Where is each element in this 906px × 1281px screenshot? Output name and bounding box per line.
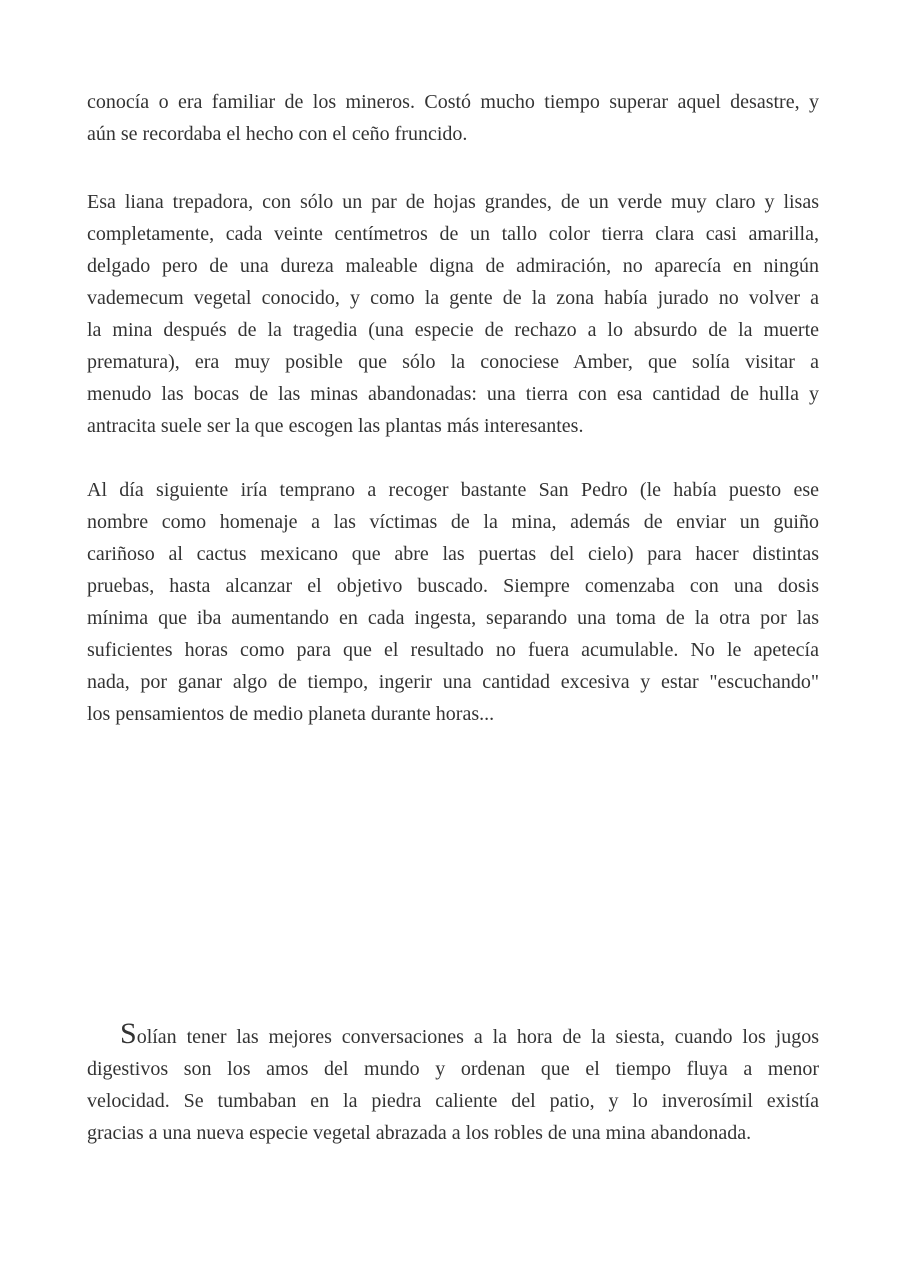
text-line: cariñoso al cactus mexicano que abre las puertas del cielo) para hacer distintas [87,543,819,565]
text-line: antracita suele ser la que escogen las plantas más interesantes. [87,415,584,437]
paragraph-section-start [87,1018,819,1149]
text-line: velocidad. Se tumbaban en la piedra caliente del patio, y lo inverosímil existía [87,1090,819,1112]
text-line: vademecum vegetal conocido, y como la gente de la zona había jurado no volver a [87,287,819,309]
text-line: Solían tener las mejores conversaciones a la hora de la siesta, cuando los jugos [120,1017,819,1050]
text-line: digestivos son los amos del mundo y ordenan que el tiempo fluya a menor [87,1058,819,1080]
text-line: pruebas, hasta alcanzar el objetivo buscado. Siempre comenzaba con una dosis [87,575,819,597]
text-line: la mina después de la tragedia (una especie de rechazo a lo absurdo de la muerte [87,319,819,341]
text-line: menudo las bocas de las minas abandonadas: una tierra con esa cantidad de hulla y [87,383,819,405]
text-line: gracias a una nueva especie vegetal abrazada a los robles de una mina abandonada. [87,1122,752,1144]
text-line: prematura), era muy posible que sólo la conociese Amber, que solía visitar a [87,351,819,373]
text-line: delgado pero de una dureza maleable digna de admiración, no aparecía en ningún [87,255,819,277]
text-line: Al día siguiente iría temprano a recoger bastante San Pedro (le había puesto ese [87,479,819,501]
text-line: completamente, cada veinte centímetros de un tallo color tierra clara casi amarilla, [87,223,819,245]
text-line: nada, por ganar algo de tiempo, ingerir una cantidad excesiva y estar "escuchando" [87,671,819,693]
paragraph-san-pedro [87,474,819,730]
text-line: nombre como homenaje a las víctimas de la mina, además de enviar un guiño [87,511,819,533]
text-line: los pensamientos de medio planeta durante horas... [87,703,495,725]
initial-capital: S [120,1017,137,1050]
text-line: Esa liana trepadora, con sólo un par de hojas grandes, de un verde muy claro y lisas [87,191,819,213]
text-line: mínima que iba aumentando en cada ingesta, separando una toma de la otra por las [87,607,819,629]
paragraph-continuation [87,86,819,150]
text-line: aún se recordaba el hecho con el ceño fruncido. [87,123,468,145]
paragraph-liana [87,186,819,442]
text-block [87,0,819,1149]
text-line: suficientes horas como para que el resultado no fuera acumulable. No le apetecía [87,639,819,661]
text-line: conocía o era familiar de los mineros. Costó mucho tiempo superar aquel desastre, y [87,91,819,113]
